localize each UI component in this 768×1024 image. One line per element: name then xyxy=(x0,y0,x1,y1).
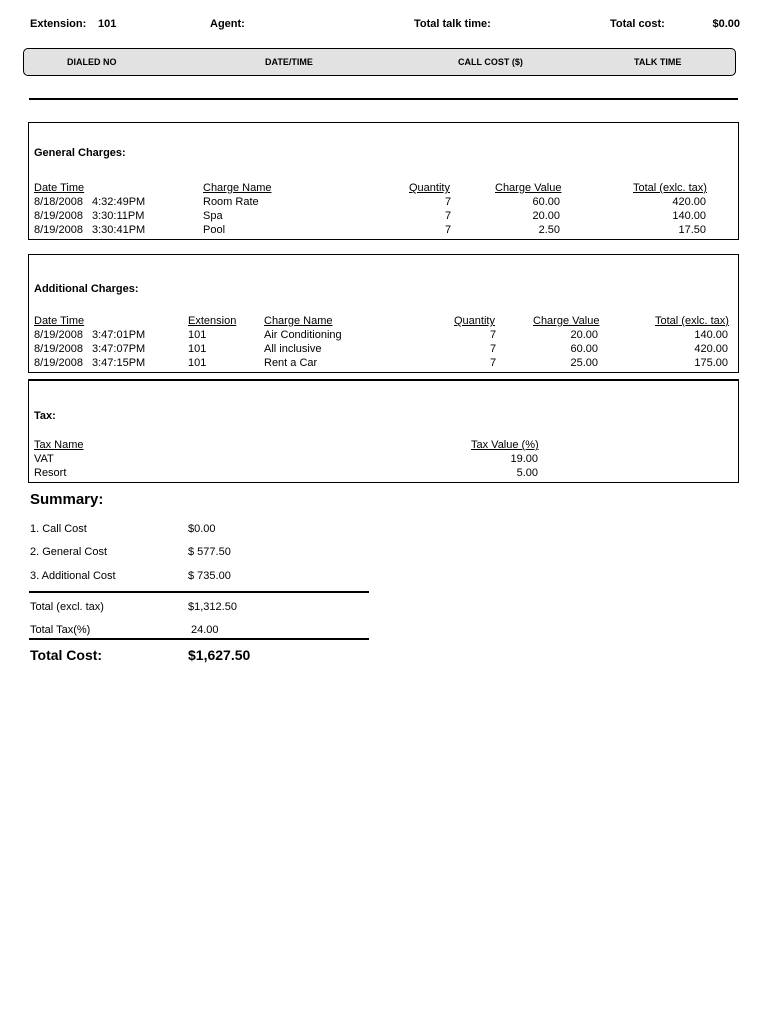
ac-row-extension: 101 xyxy=(188,343,207,355)
gc-row-quantity: 7 xyxy=(445,196,452,208)
gc-row-charge-value: 20.00 xyxy=(532,210,560,222)
ac-col-total: Total (exlc. tax) xyxy=(655,315,729,327)
gc-row-date: 8/19/2008 xyxy=(34,210,83,222)
gc-row-total: 17.50 xyxy=(678,224,706,236)
agent-label: Agent: xyxy=(210,18,245,30)
gc-col-date-time: Date Time xyxy=(34,182,85,194)
extension-label: Extension: xyxy=(30,18,87,30)
gc-row-time: 3:30:41PM xyxy=(92,224,146,236)
additional-charges-section xyxy=(28,254,739,373)
extension-value: 101 xyxy=(98,18,117,30)
ac-row-quantity: 7 xyxy=(490,343,497,355)
gc-row-quantity: 7 xyxy=(445,224,452,236)
summary-title: Summary: xyxy=(30,491,104,508)
ac-row-date: 8/19/2008 xyxy=(34,357,83,369)
summary-call-cost-value: $0.00 xyxy=(188,523,216,535)
tax-col-name: Tax Name xyxy=(34,439,84,451)
ac-row-quantity: 7 xyxy=(490,329,497,341)
tax-title: Tax: xyxy=(34,410,56,422)
ac-row-time: 3:47:07PM xyxy=(92,343,146,355)
gc-col-quantity: Quantity xyxy=(409,182,450,194)
ac-col-charge-value: Charge Value xyxy=(533,315,600,327)
gc-row-total: 140.00 xyxy=(672,210,706,222)
summary-additional-cost-value: $ 735.00 xyxy=(188,570,231,582)
gc-row-charge-name: Room Rate xyxy=(203,196,259,208)
summary-total-excl-label: Total (excl. tax) xyxy=(30,601,104,613)
ac-row-total: 175.00 xyxy=(694,357,728,369)
gc-row-date: 8/19/2008 xyxy=(34,224,83,236)
gc-row-quantity: 7 xyxy=(445,210,452,222)
ac-row-date: 8/19/2008 xyxy=(34,343,83,355)
ac-row-charge-name: All inclusive xyxy=(264,343,322,355)
summary-total-tax-value: 24.00 xyxy=(191,624,219,636)
col-dialed-no: DIALED NO xyxy=(67,57,117,67)
tax-row-name: Resort xyxy=(34,467,67,479)
total-cost-value: $0.00 xyxy=(712,18,740,30)
gc-col-charge-value: Charge Value xyxy=(495,182,562,194)
tax-row-value: 5.00 xyxy=(516,467,538,479)
ac-row-charge-value: 20.00 xyxy=(570,329,598,341)
summary-total-cost-value: $1,627.50 xyxy=(188,647,251,663)
summary-divider-top xyxy=(29,591,369,593)
calls-divider xyxy=(29,98,738,100)
general-charges-section xyxy=(28,122,739,240)
total-cost-label: Total cost: xyxy=(610,18,665,30)
ac-row-charge-value: 25.00 xyxy=(570,357,598,369)
ac-col-date-time: Date Time xyxy=(34,315,85,327)
summary-call-cost-label: 1. Call Cost xyxy=(30,523,87,535)
summary-general-cost-label: 2. General Cost xyxy=(30,546,108,558)
general-charges-title: General Charges: xyxy=(34,147,126,159)
col-date-time: DATE/TIME xyxy=(265,57,313,67)
ac-row-time: 3:47:01PM xyxy=(92,329,146,341)
ac-row-extension: 101 xyxy=(188,357,207,369)
col-talk-time: TALK TIME xyxy=(634,57,682,67)
gc-row-charge-value: 60.00 xyxy=(532,196,560,208)
ac-col-charge-name: Charge Name xyxy=(264,315,333,327)
summary-additional-cost-label: 3. Additional Cost xyxy=(30,570,116,582)
ac-row-time: 3:47:15PM xyxy=(92,357,146,369)
ac-row-charge-name: Air Conditioning xyxy=(264,329,342,341)
tax-col-value: Tax Value (%) xyxy=(471,439,539,451)
gc-row-charge-value: 2.50 xyxy=(538,224,560,236)
ac-row-total: 140.00 xyxy=(694,329,728,341)
tax-row-value: 19.00 xyxy=(510,453,538,465)
gc-col-charge-name: Charge Name xyxy=(203,182,272,194)
calls-table-header xyxy=(23,48,736,76)
ac-row-extension: 101 xyxy=(188,329,207,341)
gc-row-charge-name: Spa xyxy=(203,210,223,222)
col-call-cost: CALL COST ($) xyxy=(458,57,523,67)
tax-section xyxy=(28,379,739,483)
ac-row-date: 8/19/2008 xyxy=(34,329,83,341)
gc-col-total: Total (exlc. tax) xyxy=(633,182,707,194)
additional-charges-title: Additional Charges: xyxy=(34,283,139,295)
summary-general-cost-value: $ 577.50 xyxy=(188,546,231,558)
ac-row-total: 420.00 xyxy=(694,343,728,355)
ac-row-quantity: 7 xyxy=(490,357,497,369)
summary-total-tax-label: Total Tax(%) xyxy=(30,624,91,636)
ac-col-quantity: Quantity xyxy=(454,315,495,327)
summary-divider-bottom xyxy=(29,638,369,640)
ac-row-charge-name: Rent a Car xyxy=(264,357,318,369)
ac-col-extension: Extension xyxy=(188,315,237,327)
ac-row-charge-value: 60.00 xyxy=(570,343,598,355)
gc-row-time: 4:32:49PM xyxy=(92,196,146,208)
gc-row-total: 420.00 xyxy=(672,196,706,208)
gc-row-date: 8/18/2008 xyxy=(34,196,83,208)
tax-row-name: VAT xyxy=(34,453,54,465)
talk-time-label: Total talk time: xyxy=(414,18,491,30)
summary-total-excl-value: $1,312.50 xyxy=(188,601,237,613)
gc-row-charge-name: Pool xyxy=(203,224,226,236)
summary-total-cost-label: Total Cost: xyxy=(30,647,103,663)
gc-row-time: 3:30:11PM xyxy=(92,210,145,222)
